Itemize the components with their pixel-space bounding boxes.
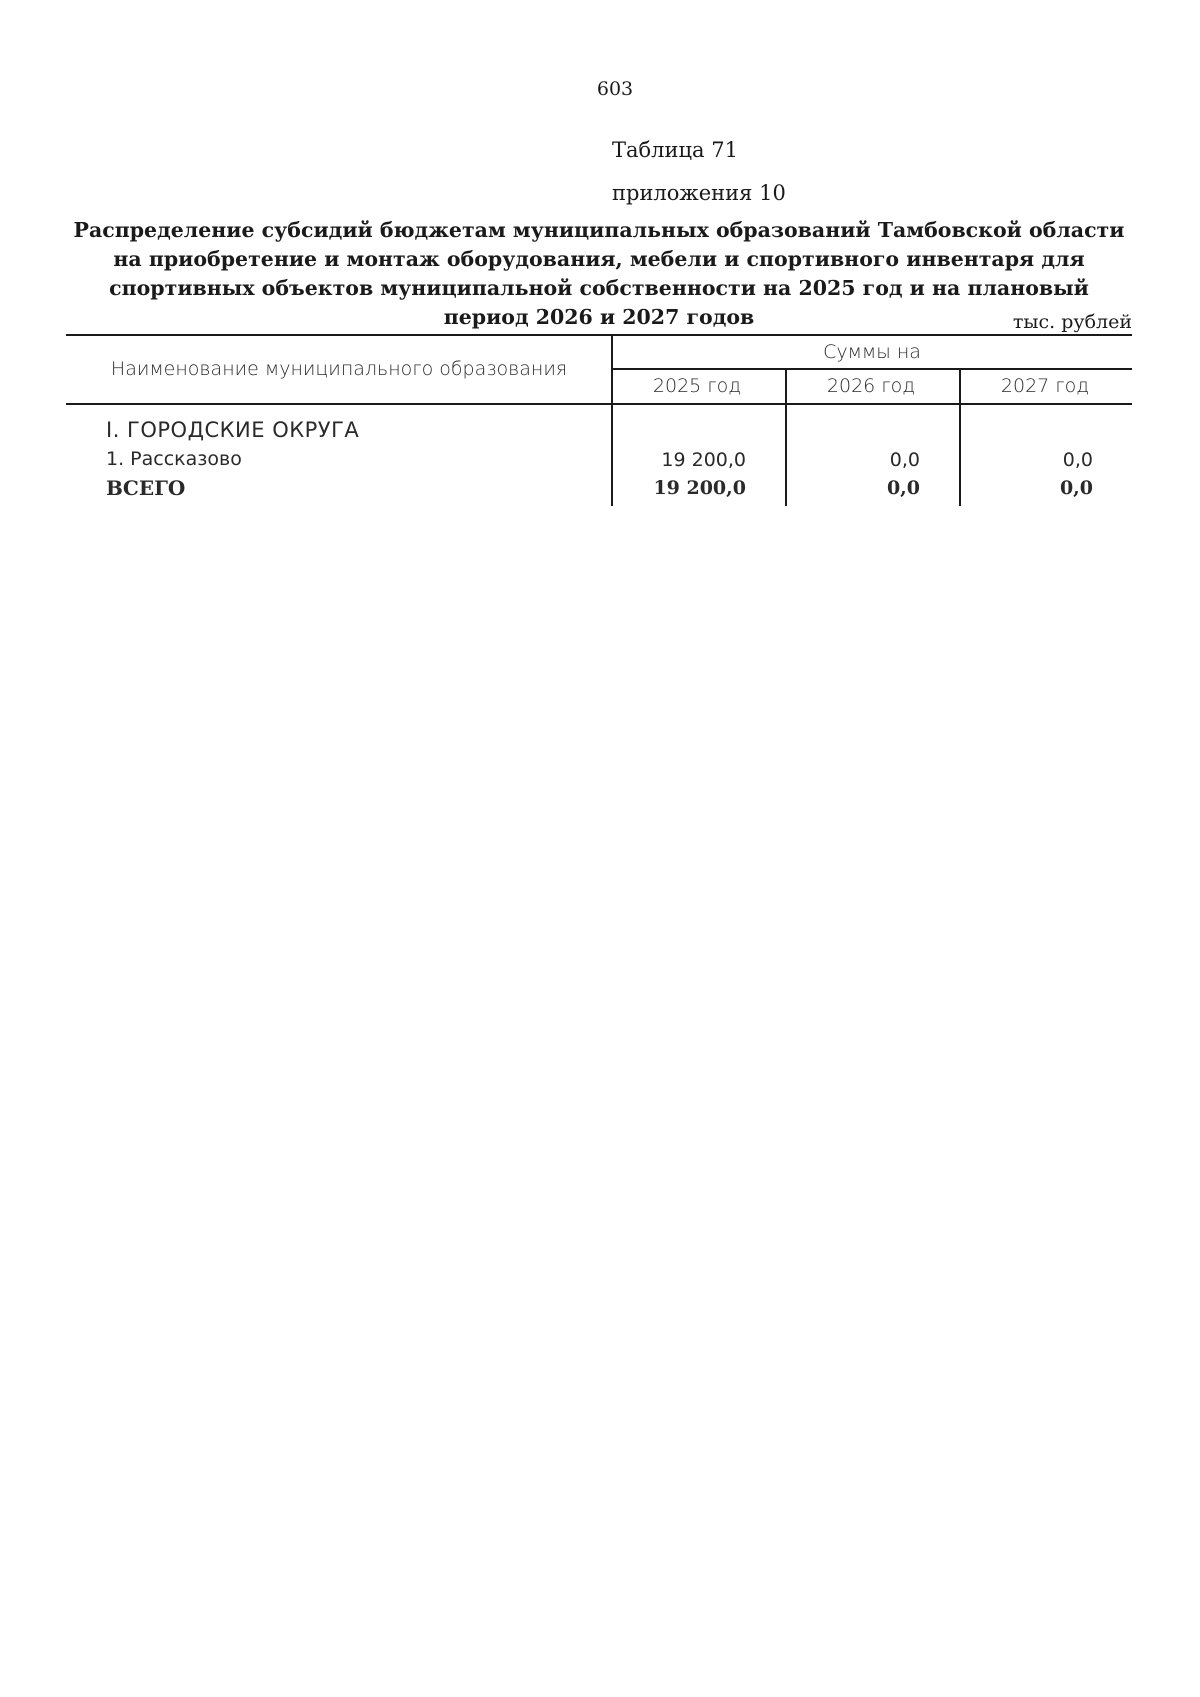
table-label: Таблица 71 [612, 138, 738, 162]
column-header-year-2026: 2026 год [826, 375, 916, 397]
row-municipality-name: 1. Рассказово [106, 448, 242, 470]
row-value-2025: 19 200,0 [661, 449, 746, 471]
section-title: I. ГОРОДСКИЕ ОКРУГА [106, 418, 360, 442]
column-header-year-2025: 2025 год [652, 375, 742, 397]
table-top-rule [66, 334, 1132, 336]
document-title: Распределение субсидий бюджетам муниципальных образований Тамбовской области на приобретение и монтаж оборудования, мебели и спортивного инвентаря для спортивных объектов муниципальной собственности на 2025 год и на плановый период 2026 и 2027 годов [73, 218, 1125, 329]
total-value-2027: 0,0 [1059, 477, 1093, 499]
total-label: ВСЕГО [106, 476, 186, 500]
row-value-2027: 0,0 [1062, 449, 1093, 471]
page-number: 603 [596, 78, 634, 100]
header-bottom-rule [66, 403, 1132, 405]
units-label: тыс. рублей [1012, 311, 1132, 333]
column-header-name: Наименование муниципального образования [110, 358, 568, 380]
row-value-2026: 0,0 [889, 449, 920, 471]
column-header-sums: Суммы на [823, 341, 921, 363]
total-value-2026: 0,0 [886, 477, 920, 499]
column-header-year-2027: 2027 год [1000, 375, 1090, 397]
total-value-2025: 19 200,0 [653, 477, 746, 499]
appendix-label: приложения 10 [612, 181, 786, 205]
sums-divider-rule [612, 368, 1132, 370]
